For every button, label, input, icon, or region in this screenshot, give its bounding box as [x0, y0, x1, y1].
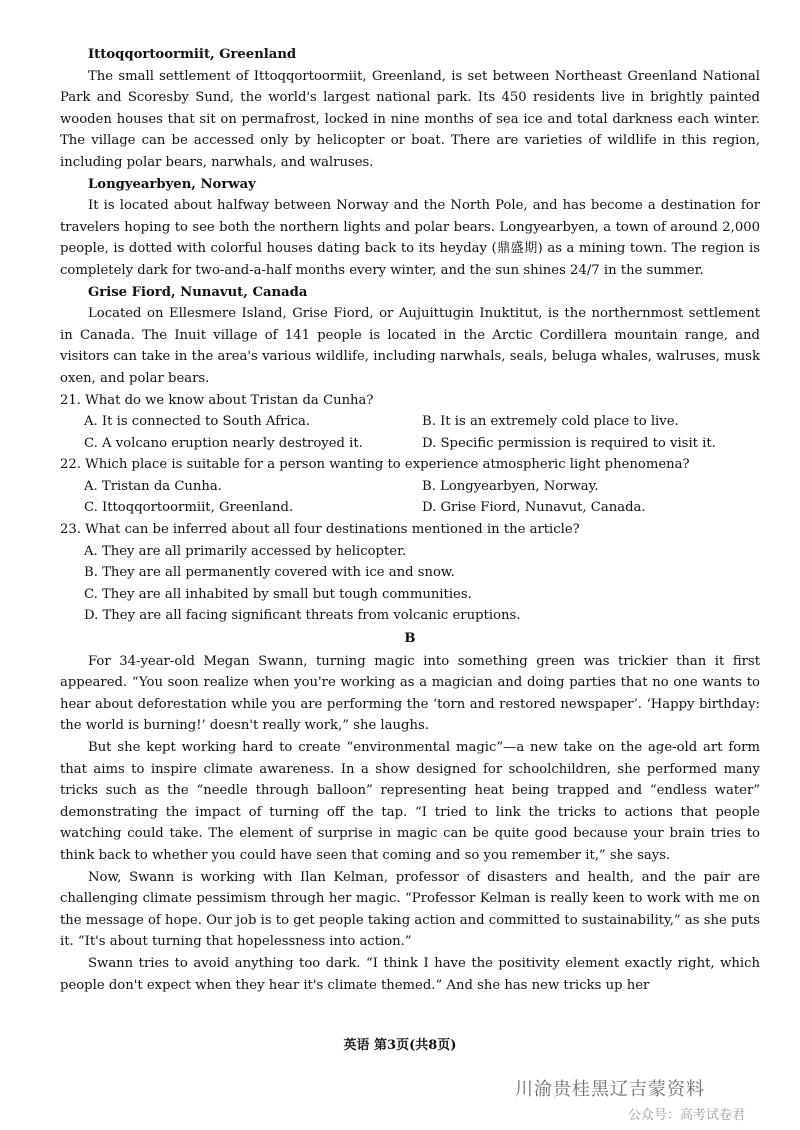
question-23-option-c: C. They are all inhabited by small but tough communities. [84, 586, 472, 602]
question-21-stem: 21. What do we know about Tristan da Cunha? [60, 392, 374, 408]
question-23-option-d: D. They are all facing significant threats from volcanic eruptions. [84, 608, 521, 624]
question-23-stem: 23. What can be inferred about all four destinations mentioned in the article? [60, 522, 580, 538]
question-21-options-row2 [60, 433, 760, 455]
question-22-option-d: D. Grise Fiord, Nunavut, Canada. [422, 500, 646, 516]
section-b-paragraph-4: Swann tries to avoid anything too dark. “I think I have the positivity element exactly right, which people don't expect when they hear it's climate themed.” And she has new tricks up her [60, 955, 760, 993]
section-b-label: B [404, 631, 416, 647]
question-21-option-d: D. Specific permission is required to visit it. [422, 435, 716, 451]
question-22-stem: 22. Which place is suitable for a person wanting to experience atmospheric light phenomena? [60, 457, 690, 473]
watermark-line-1: 川渝贵桂黑辽吉蒙资料 [515, 1079, 705, 1100]
question-22-options-row2 [60, 497, 760, 519]
watermark-line-2: 公众号：高考试卷君 [628, 1108, 746, 1123]
question-23-option-a: A. They are all primarily accessed by helicopter. [84, 543, 407, 559]
heading-longyearbyen: Longyearbyen, Norway [88, 176, 256, 192]
section-b-paragraph-1: For 34-year-old Megan Swann, turning magic into something green was trickier than it first appeared. “You soon realize when you're working as a magician and doing parties that no one wants to hear about deforestation while you are performing the ‘torn and restored newspaper’. ‘Happy birthday: the world is burning!’ doesn't really work,” she laughs. [60, 653, 760, 734]
question-22-options-row1 [60, 476, 760, 498]
question-21-option-a: A. It is connected to South Africa. [84, 414, 311, 430]
page-footer: 英语 第3页(共8页) [343, 1038, 457, 1053]
question-22-option-c: C. Ittoqqortoormiit, Greenland. [84, 500, 294, 516]
exam-page [60, 44, 760, 996]
section-b-paragraph-2: But she kept working hard to create “environmental magic”—a new take on the age-old art form that aims to inspire climate awareness. In a show designed for schoolchildren, she performed many tricks such as the “needle through balloon” representing heat being trapped and “endless water” demonstrating the impact of turning off the tap. “I tried to link the tricks to actions that people watching could take. The element of surprise in magic can be quite good because your brain tries to think back to whether you could have seen that coming and so you remember it,” she says. [60, 740, 760, 863]
paragraph-grise-fiord: Located on Ellesmere Island, Grise Fiord, or Aujuittugin Inuktitut, is the northernmost settlement in Canada. The Inuit village of 141 people is located in the Arctic Cordillera mountain range, and visitors can take in the area's various wildlife, including narwhals, seals, beluga whales, walruses, musk oxen, and polar bears. [60, 306, 760, 386]
paragraph-ittoqqortoormiit: The small settlement of Ittoqqortoormiit, Greenland, is set between Northeast Greenland National Park and Scoresby Sund, the world's largest national park. Its 450 residents live in brightly painted wooden houses that sit on permafrost, locked in nine months of sea ice and total darkness each winter. The village can be accessed only by helicopter or boat. There are varieties of wildlife in this region, including polar bears, narwhals, and walruses. [60, 68, 760, 170]
question-22-option-a: A. Tristan da Cunha. [84, 478, 222, 494]
question-22-option-b: B. Longyearbyen, Norway. [422, 478, 599, 494]
paragraph-longyearbyen: It is located about halfway between Norway and the North Pole, and has become a destination for travelers hoping to see both the northern lights and polar bears. Longyearbyen, a town of around 2,000 people, is dotted with colorful houses dating back to its heyday (鼎盛期) as a mining town. The region is completely dark for two-and-a-half months every winter, and the sun shines 24/7 in the summer. [60, 198, 760, 278]
question-21-option-c: C. A volcano eruption nearly destroyed it. [84, 435, 363, 451]
question-21-options-row1 [60, 411, 760, 433]
section-b-paragraph-3: Now, Swann is working with Ilan Kelman, professor of disasters and health, and the pair are challenging climate pessimism through her magic. “Professor Kelman is really keen to work with me on the message of hope. Our job is to get people taking action and committed to sustainability,” as she puts it. “It's about turning that hopelessness into action.” [60, 869, 760, 950]
question-23-option-b: B. They are all permanently covered with ice and snow. [84, 565, 455, 581]
heading-grise-fiord: Grise Fiord, Nunavut, Canada [88, 284, 308, 300]
question-21-option-b: B. It is an extremely cold place to live. [422, 414, 679, 430]
heading-ittoqqortoormiit: Ittoqqortoormiit, Greenland [88, 47, 297, 62]
